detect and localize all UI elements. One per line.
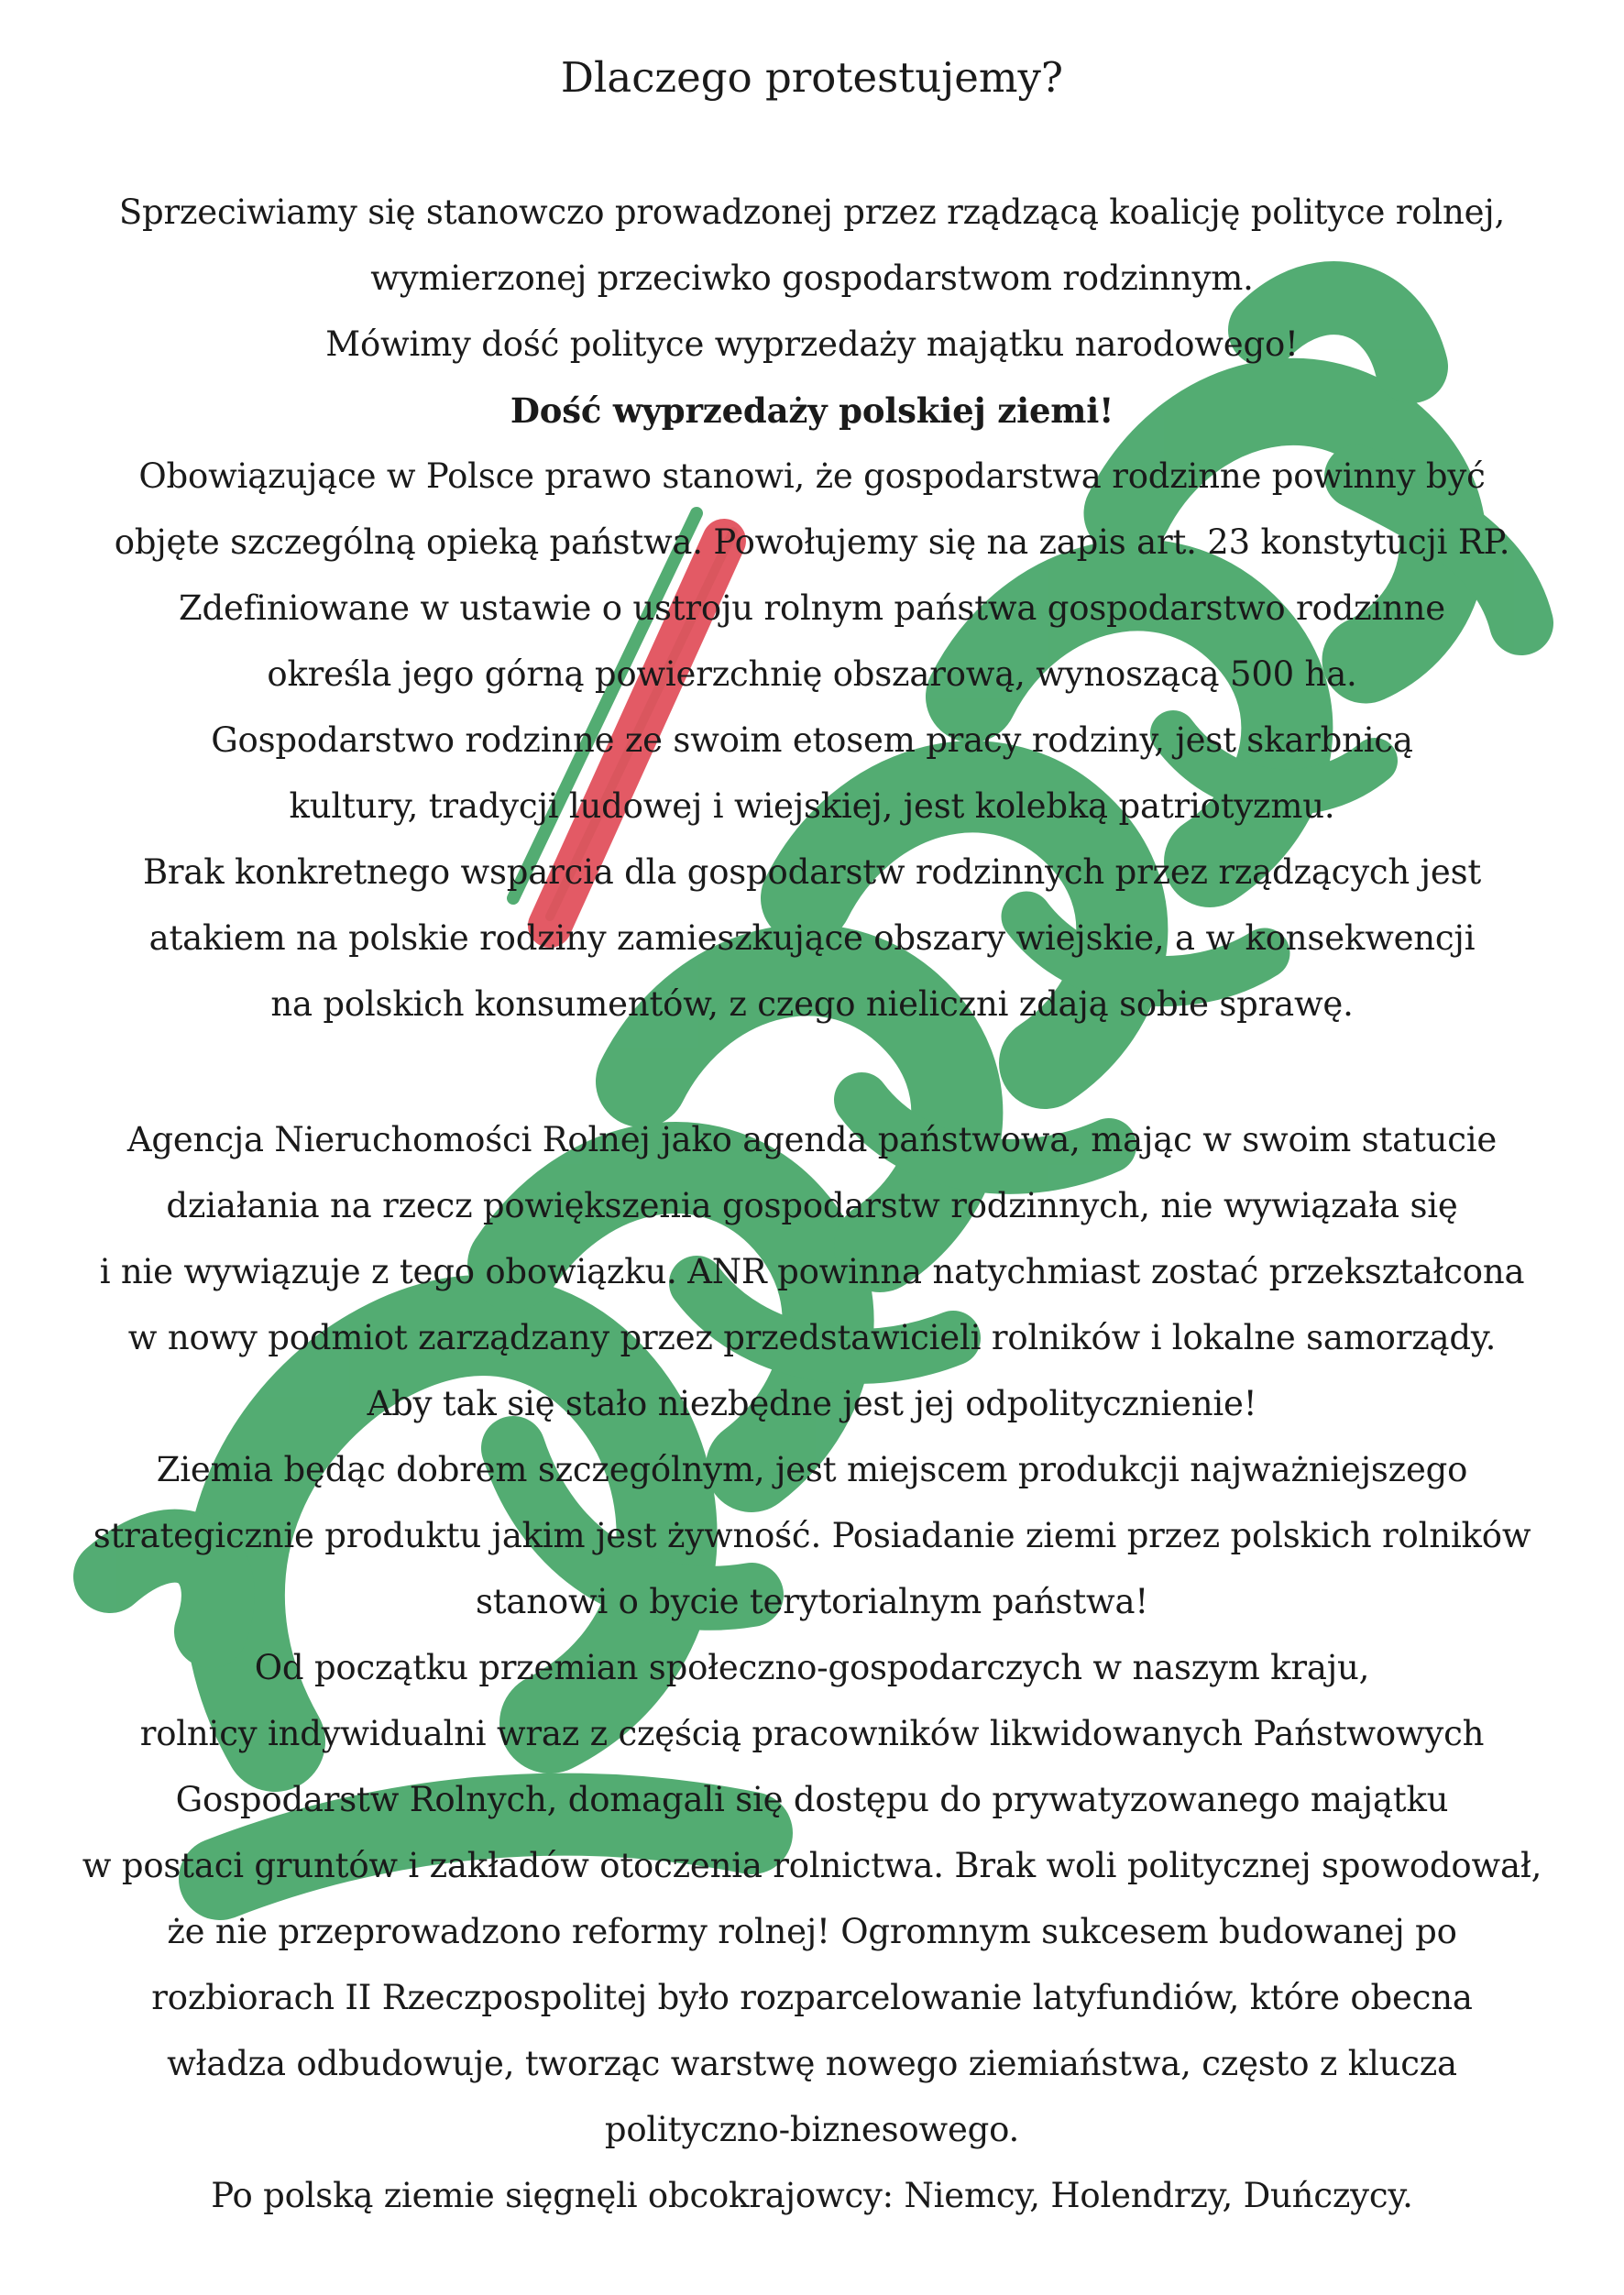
- text-line: Po polską ziemie sięgnęli obcokrajowcy: Niemcy, Holendrzy, Duńczycy.: [211, 2176, 1413, 2215]
- text-line: Gospodarstwo rodzinne ze swoim etosem pracy rodziny, jest skarbnicą: [211, 720, 1413, 760]
- text-line: działania na rzecz powiększenia gospodarstw rodzinnych, nie wywiązała się: [166, 1186, 1458, 1225]
- text-line: Ziemia będąc dobrem szczególnym, jest miejscem produkcji najważniejszego: [156, 1450, 1468, 1489]
- text-line: polityczno-biznesowego.: [604, 2110, 1020, 2149]
- text-line: i nie wywiązuje z tego obowiązku. ANR powinna natychmiast zostać przekształcona: [99, 1252, 1525, 1291]
- text-line: Mówimy dość polityce wyprzedaży majątku narodowego!: [325, 324, 1299, 364]
- emphasis-line: Dość wyprzedaży polskiej ziemi!: [510, 390, 1114, 431]
- text-line: Obowiązujące w Polsce prawo stanowi, że gospodarstwa rodzinne powinny być: [138, 456, 1486, 496]
- text-line: Gospodarstw Rolnych, domagali się dostępu do prywatyzowanego majątku: [175, 1780, 1449, 1819]
- text-line: w nowy podmiot zarządzany przez przedstawicieli rolników i lokalne samorządy.: [127, 1318, 1497, 1357]
- text-line: że nie przeprowadzono reformy rolnej! Ogromnym sukcesem budowanej po: [167, 1912, 1457, 1951]
- text-line: na polskich konsumentów, z czego nieliczni zdają sobie sprawę.: [270, 984, 1354, 1024]
- text-line: kultury, tradycji ludowej i wiejskiej, jest kolebką patriotyzmu.: [289, 786, 1335, 826]
- text-line: w postaci gruntów i zakładów otoczenia rolnictwa. Brak woli politycznej spowodował,: [82, 1846, 1542, 1885]
- text-line: Zdefiniowane w ustawie o ustroju rolnym państwa gospodarstwo rodzinne: [179, 588, 1445, 628]
- document-title: Dlaczego protestujemy?: [560, 53, 1064, 102]
- text-line: Od początku przemian społeczno-gospodarczych w naszym kraju,: [254, 1648, 1370, 1687]
- text-line: strategicznie produktu jakim jest żywność. Posiadanie ziemi przez polskich rolników: [93, 1516, 1531, 1555]
- text-line: Aby tak się stało niezbędne jest jej odpolitycznienie!: [367, 1384, 1257, 1423]
- text-line: władza odbudowuje, tworząc warstwę nowego ziemiaństwa, często z klucza: [167, 2044, 1457, 2083]
- text-line: rolnicy indywidualni wraz z częścią pracowników likwidowanych Państwowych: [139, 1714, 1485, 1753]
- text-line: określa jego górną powierzchnię obszarową, wynoszącą 500 ha.: [267, 654, 1357, 694]
- text-line: objęte szczególną opieką państwa. Powołujemy się na zapis art. 23 konstytucji RP.: [114, 522, 1510, 562]
- text-line: rozbiorach II Rzeczpospolitej było rozparcelowanie latyfundiów, które obecna: [151, 1978, 1473, 2017]
- text-line: wymierzonej przeciwko gospodarstwom rodzinnym.: [370, 258, 1254, 298]
- text-line: stanowi o bycie terytorialnym państwa!: [475, 1582, 1149, 1621]
- text-line: Sprzeciwiamy się stanowczo prowadzonej przez rządzącą koalicję polityce rolnej,: [118, 192, 1506, 232]
- text-line: Agencja Nieruchomości Rolnej jako agenda państwowa, mając w swoim statucie: [126, 1120, 1498, 1159]
- text-line: atakiem na polskie rodziny zamieszkujące obszary wiejskie, a w konsekwencji: [148, 918, 1476, 958]
- text-line: Brak konkretnego wsparcia dla gospodarstw rodzinnych przez rządzących jest: [142, 852, 1482, 892]
